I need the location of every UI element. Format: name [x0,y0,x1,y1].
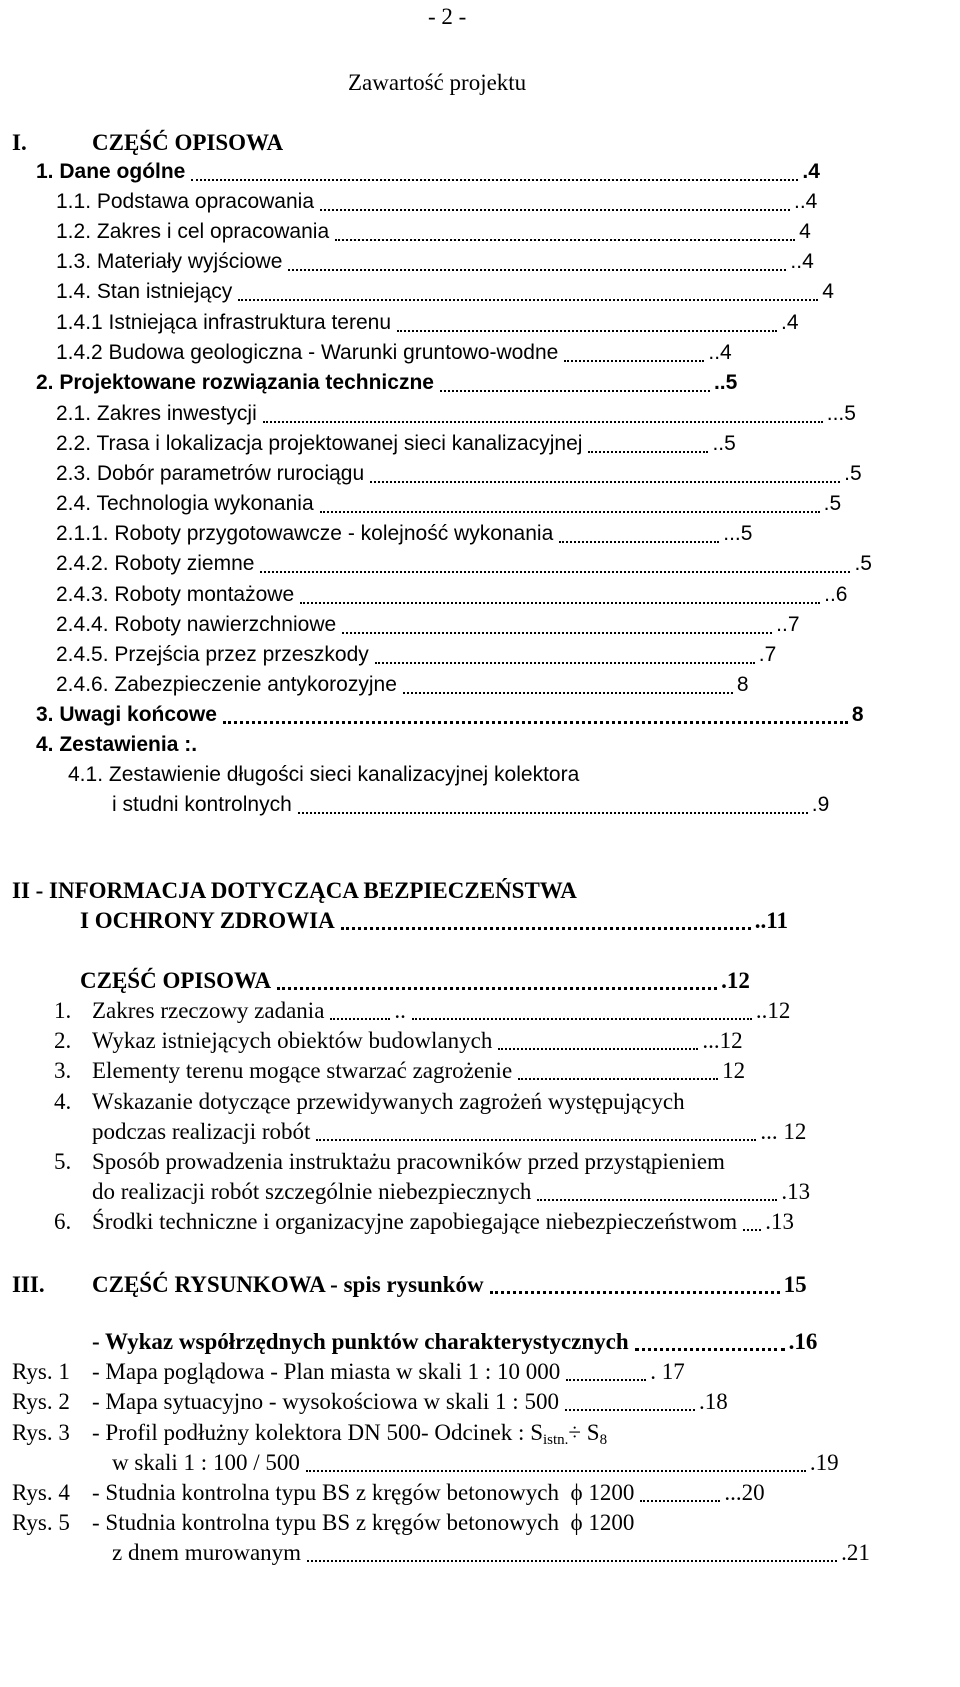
document-title: Zawartość projektu [348,70,527,95]
toc-entry: 1.4. Stan istniejący 4 [56,280,834,303]
part2-item: 1. Zakres rzeczowy zadania .. ..12 [54,998,791,1023]
toc-entry: 1. Dane ogólne .4 [36,160,820,183]
drawing-entry: Rys. 3 - Profil podłużny kolektora DN 500- Odcinek : $S_{istn.}\div S_8$ [12,1420,608,1448]
toc-entry: 2. Projektowane rozwiązania techniczne ..5 [36,371,738,394]
toc-entry: 4.1. Zestawienie długości sieci kanalizacyjnej kolektora [68,763,580,786]
toc-entry: 2.4.6. Zabezpieczenie antykorozyjne 8 [56,673,749,696]
part3-numeral: III. [12,1272,45,1297]
part2-item: 2. Wykaz istniejących obiektów budowlanych ...12 [54,1028,743,1053]
toc-entry: i studni kontrolnych .9 [112,793,830,816]
part2-item: 3. Elementy terenu mogące stwarzać zagrożenie 12 [54,1058,746,1083]
phi-symbol: ϕ [570,1510,583,1535]
page-number: - 2 - [428,4,467,29]
part2-heading: II - INFORMACJA DOTYCZĄCA BEZPIECZEŃSTWA [12,878,577,903]
part1-heading: CZĘŚĆ OPISOWA [92,130,284,155]
part2-item-cont: podczas realizacji robót ... 12 [92,1119,807,1144]
drawing-entry: Rys. 2 - Mapa sytuacyjno - wysokościowa w skali 1 : 500 .18 [12,1389,728,1414]
toc-entry: 2.2. Trasa i lokalizacja projektowanej sieci kanalizacyjnej ..5 [56,432,736,455]
toc-entry: 2.4.5. Przejścia przez przeszkody .7 [56,643,777,666]
drawing-entry: Rys. 4 - Studnia kontrolna typu BS z kręgów betonowych ϕ 1200 ...20 [12,1480,765,1505]
part2-heading-cont: I OCHRONY ZDROWIA ..11 [80,908,788,933]
phi-symbol: ϕ [570,1480,583,1505]
toc-entry: 2.4.2. Roboty ziemne .5 [56,552,872,575]
toc-entry: 4. Zestawienia :. [36,733,198,756]
part1-numeral: I. [12,130,27,155]
drawing-entry-cont: w skali 1 : 100 / 500 .19 [112,1450,839,1475]
drawing-entry: Rys. 1 - Mapa poglądowa - Plan miasta w skali 1 : 10 000 . 17 [12,1359,685,1384]
toc-entry: 2.4.3. Roboty montażowe ..6 [56,583,848,606]
toc-entry: 1.4.1 Istniejąca infrastruktura terenu .4 [56,311,799,334]
toc-entry: 2.1. Zakres inwestycji ...5 [56,402,856,425]
toc-entry: 2.4.4. Roboty nawierzchniowe ..7 [56,613,800,636]
part2-item: 5. Sposób prowadzenia instruktażu pracowników przed przystąpieniem [54,1149,725,1174]
toc-entry: 1.4.2 Budowa geologiczna - Warunki gruntowo-wodne ..4 [56,341,732,364]
part2-item-cont: do realizacji robót szczególnie niebezpiecznych .13 [92,1179,811,1204]
toc-entry: 2.3. Dobór parametrów rurociągu .5 [56,462,862,485]
toc-entry: 1.3. Materiały wyjściowe ..4 [56,250,814,273]
part3-sub: - Wykaz współrzędnych punktów charakterystycznych .16 [92,1329,818,1354]
drawing-entry: Rys. 5 - Studnia kontrolna typu BS z kręgów betonowych ϕ 1200 [12,1510,635,1535]
drawing-entry-cont: z dnem murowanym .21 [112,1540,870,1565]
toc-entry: 1.1. Podstawa opracowania ..4 [56,190,818,213]
part3-heading: CZĘŚĆ RYSUNKOWA - spis rysunków 15 [92,1272,807,1297]
part2-item: 6. Środki techniczne i organizacyjne zapobiegające niebezpieczeństwom .13 [54,1209,794,1234]
part2-item: 4. Wskazanie dotyczące przewidywanych zagrożeń występujących [54,1089,685,1114]
toc-entry: 3. Uwagi końcowe 8 [36,703,864,726]
part2-sub-heading: CZĘŚĆ OPISOWA .12 [80,968,750,993]
toc-entry: 2.1.1. Roboty przygotowawcze - kolejność wykonania ...5 [56,522,753,545]
toc-entry: 1.2. Zakres i cel opracowania 4 [56,220,811,243]
toc-entry: 2.4. Technologia wykonania .5 [56,492,842,515]
